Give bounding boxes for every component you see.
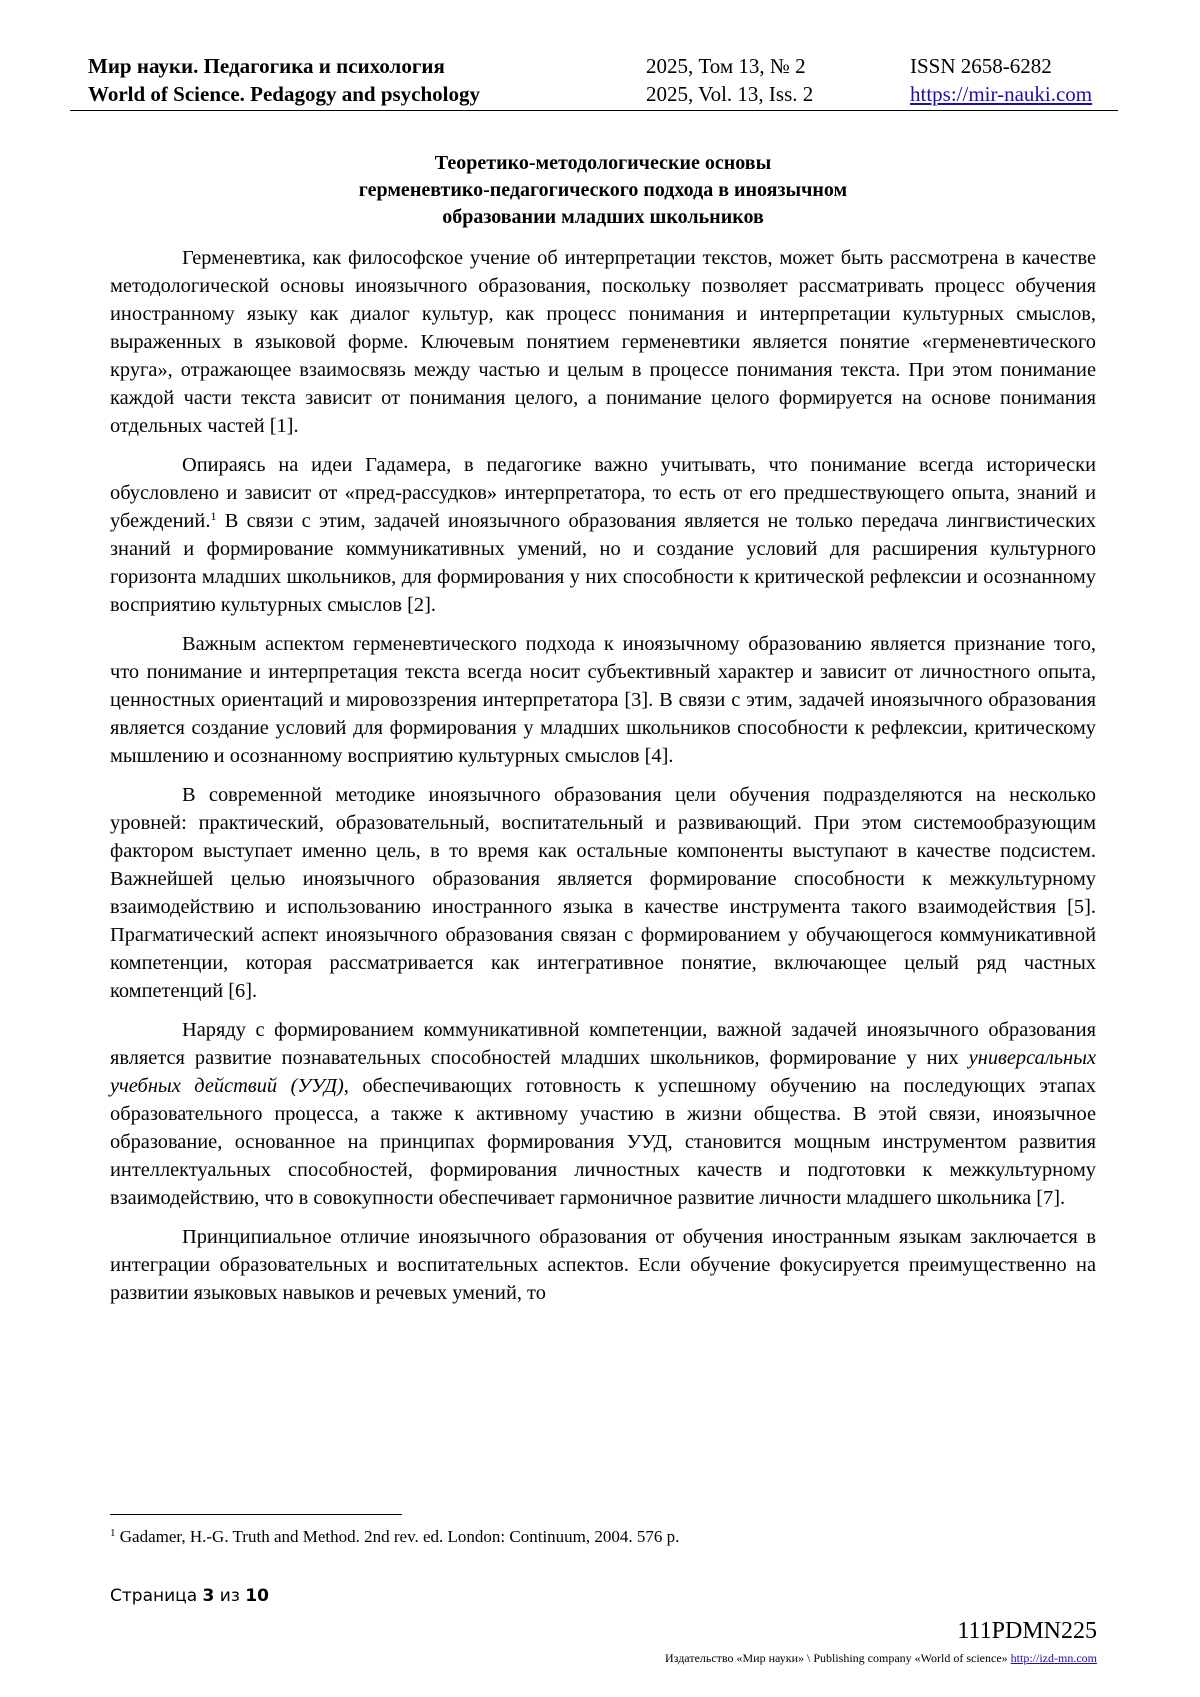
title-line: герменевтико-педагогического подхода в иноязычном xyxy=(358,179,848,201)
publisher-text: Издательство «Мир науки» \ Publishing company «World of science» xyxy=(665,1651,1011,1665)
paragraph-2 xyxy=(110,451,1096,619)
volume-info-en: 2025, Vol. 13, Iss. 2 xyxy=(646,82,814,106)
publisher-url-link[interactable]: http://izd-mn.com xyxy=(1010,1651,1097,1665)
journal-url-link[interactable]: https://mir-nauki.com xyxy=(910,82,1093,106)
footnote-divider xyxy=(110,1514,402,1515)
header-row-ru xyxy=(88,52,1118,80)
page-total: 10 xyxy=(245,1586,269,1606)
article-code: 111PDMN225 xyxy=(957,1618,1097,1644)
paragraph-1: Герменевтика, как философское учение об интерпретации текстов, может быть рассмотрена в качестве методологической основы иноязычного образования, поскольку позволяет рассматривать процесс обучения иностранному языку как диалог культур, как процесс понимания и интерпретации культурных смыслов, выраженных в языковой форме. Ключевым понятием герменевтики является понятие «герменевтического круга», отражающее взаимосвязь между частью и целым в процессе понимания текста. При этом понимание каждой части текста зависит от понимания целого, а понимание целого формируется на основе понимания отдельных частей [1]. xyxy=(110,247,1096,437)
paragraph-5 xyxy=(110,1016,1096,1212)
paragraph-5-italic: универсальных учебных действий (УУД) xyxy=(110,1047,1096,1097)
footnote-text: Gadamer, H.-G. Truth and Method. 2nd rev. ed. London: Continuum, 2004. 576 p. xyxy=(115,1527,680,1546)
issn: ISSN 2658-6282 xyxy=(910,54,1052,78)
page-current: 3 xyxy=(202,1586,215,1606)
page-header xyxy=(88,52,1118,108)
title-line: Теоретико-методологические основы xyxy=(434,152,772,174)
title-line: образовании младших школьников xyxy=(442,206,764,228)
paragraph-2-text-a: Опираясь на идеи Гадамера, в педагогике важно учитывать, что понимание всегда исторически обусловлено и зависит от «пред-рассудков» интерпретатора, то есть от его предшествующего опыта, знаний и убеждений. xyxy=(110,454,1096,532)
header-row-en xyxy=(88,80,1118,108)
page-mid: из xyxy=(214,1586,246,1606)
paragraph-5-text-a: Наряду с формированием коммуникативной компетенции, важной задачей иноязычного образования является развитие познавательных способностей младших школьников, формирование у них xyxy=(110,1019,1096,1069)
page-counter xyxy=(110,1586,269,1606)
article-body xyxy=(110,244,1096,1318)
journal-name-ru: Мир науки. Педагогика и психология xyxy=(88,54,445,78)
footnote-mark: 1 xyxy=(110,1527,116,1539)
footnote-ref-1[interactable]: 1 xyxy=(210,509,217,523)
page-prefix: Страница xyxy=(110,1586,203,1606)
paragraph-5-text-b: , обеспечивающих готовность к успешному обучению на последующих этапах образовательного процесса, а также к активному участию в жизни общества. В этой связи, иноязычное образование, основанное на принципах формирования УУД, становится мощным инструментом развития интеллектуальных способностей, формирования личностных качеств и подготовки к межкультурному взаимодействию, что в совокупности обеспечивает гармоничное развитие личности младшего школьника [7]. xyxy=(110,1075,1096,1209)
volume-info-ru: 2025, Том 13, № 2 xyxy=(646,54,806,78)
paragraph-2-text-b: В связи с этим, задачей иноязычного образования является не только передача лингвистических знаний и формирование коммуникативных умений, но и создание условий для расширения культурного горизонта младших школьников, для формирования у них способности к критической рефлексии и осознанному восприятию культурных смыслов [2]. xyxy=(110,510,1096,616)
paragraph-6: Принципиальное отличие иноязычного образования от обучения иностранным языкам заключается в интеграции образовательных и воспитательных аспектов. Если обучение фокусируется преимущественно на развитии языковых навыков и речевых умений, то xyxy=(110,1226,1096,1304)
journal-name-en: World of Science. Pedagogy and psychology xyxy=(88,82,481,106)
footnote-1 xyxy=(110,1526,1096,1548)
paragraph-4: В современной методике иноязычного образования цели обучения подразделяются на несколько уровней: практический, образовательный, воспитательный и развивающий. При этом системообразующим фактором выступает именно цель, в то время как остальные компоненты выступают в качестве подсистем. Важнейшей целью иноязычного образования является формирование способности к межкультурному взаимодействию и использованию иностранного языка в качестве инструмента такого взаимодействия [5]. Прагматический аспект иноязычного образования связан с формированием у обучающегося коммуникативной компетенции, которая рассматривается как интегративное понятие, включающее целый ряд частных компетенций [6]. xyxy=(110,784,1096,1002)
header-divider xyxy=(70,110,1118,111)
paragraph-3: Важным аспектом герменевтического подхода к иноязычному образованию является признание того, что понимание и интерпретация текста всегда носит субъективный характер и зависит от личностного опыта, ценностных ориентаций и мировоззрения интерпретатора [3]. В связи с этим, задачей иноязычного образования является создание условий для формирования у младших школьников способности к рефлексии, критическому мышлению и осознанному восприятию культурных смыслов [4]. xyxy=(110,633,1096,767)
publisher-line xyxy=(665,1650,1097,1666)
article-title xyxy=(110,150,1096,231)
